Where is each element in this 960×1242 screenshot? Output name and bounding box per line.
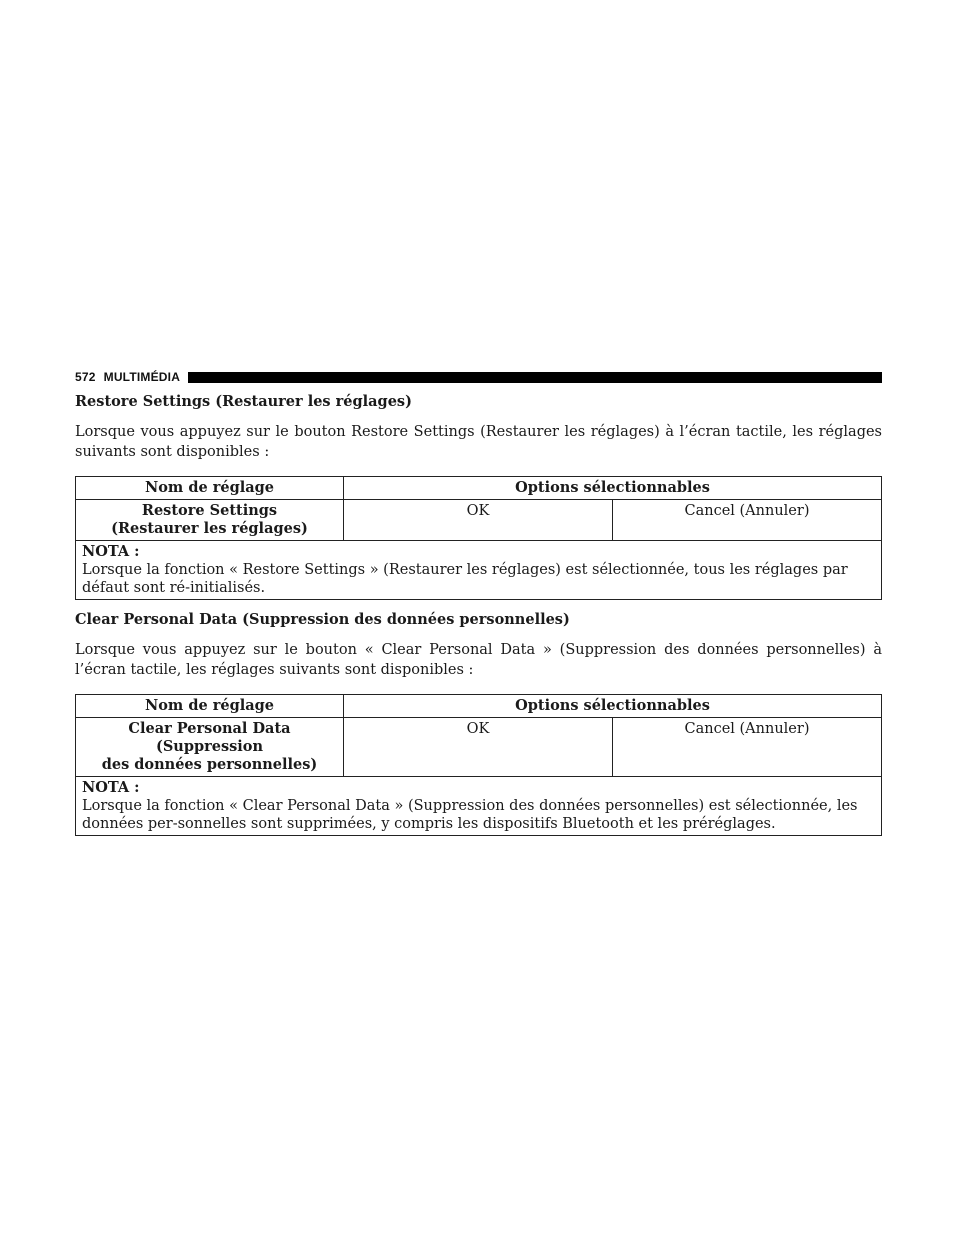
setting-name-line1: Clear Personal Data (Suppression — [128, 720, 291, 755]
table-header-row — [76, 477, 882, 500]
column-header-setting-name: Nom de réglage — [76, 695, 344, 718]
restore-settings-table — [75, 476, 882, 600]
section-title: MULTIMÉDIA — [103, 370, 181, 384]
column-header-options: Options sélectionnables — [344, 477, 882, 500]
table-row — [76, 718, 882, 777]
clear-personal-data-table — [75, 694, 882, 836]
page-number: 572 — [75, 370, 96, 384]
note-text: Lorsque la fonction « Clear Personal Data » (Suppression des données personnelles) est sélectionnée, les données per-sonnelles sont supprimées, y compris les dispositifs Bluetooth et les préréglages. — [82, 798, 858, 832]
option-cancel: Cancel (Annuler) — [613, 718, 882, 777]
note-title: NOTA : — [82, 543, 140, 560]
note-text: Lorsque la fonction « Restore Settings » (Restaurer les réglages) est sélectionnée, tous les réglages par défaut sont ré-initialisés. — [82, 562, 848, 596]
setting-name-line1: Restore Settings — [141, 502, 278, 519]
option-ok: OK — [344, 718, 613, 777]
setting-name-cell — [76, 718, 344, 777]
option-cancel: Cancel (Annuler) — [613, 500, 882, 541]
note-cell — [76, 541, 882, 600]
restore-settings-heading: Restore Settings (Restaurer les réglages) — [75, 393, 412, 410]
note-cell — [76, 777, 882, 836]
clear-personal-data-intro: Lorsque vous appuyez sur le bouton « Clear Personal Data » (Suppression des données personnelles) à l’écran tactile, les réglages suivants sont disponibles : — [75, 642, 882, 678]
column-header-options: Options sélectionnables — [344, 695, 882, 718]
column-header-setting-name: Nom de réglage — [76, 477, 344, 500]
table-row — [76, 500, 882, 541]
page-content — [75, 392, 882, 836]
table-header-row — [76, 695, 882, 718]
note-row — [76, 777, 882, 836]
clear-personal-data-heading: Clear Personal Data (Suppression des données personnelles) — [75, 611, 570, 628]
page-header — [75, 369, 882, 385]
setting-name-line2: des données personnelles) — [101, 756, 318, 773]
note-row — [76, 541, 882, 600]
restore-settings-intro: Lorsque vous appuyez sur le bouton Restore Settings (Restaurer les réglages) à l’écran tactile, les réglages suivants sont disponibles : — [75, 424, 882, 460]
note-title: NOTA : — [82, 779, 140, 796]
setting-name-line2: (Restaurer les réglages) — [111, 520, 308, 537]
setting-name-cell — [76, 500, 344, 541]
header-rule — [188, 372, 882, 383]
option-ok: OK — [344, 500, 613, 541]
